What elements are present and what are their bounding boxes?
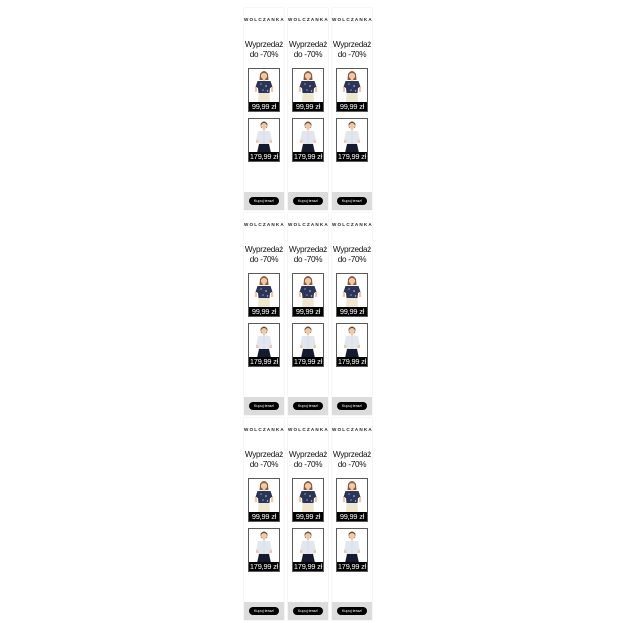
woman-patterned-blouse-icon [337, 479, 367, 513]
woman-white-shirt-icon [337, 324, 367, 358]
banner-footer [332, 397, 372, 415]
product-card-blouse[interactable] [248, 273, 280, 317]
shop-now-button[interactable]: Kupuj teraz! [337, 607, 367, 615]
headline-line2: do -70% [293, 50, 323, 59]
headline-line2: do -70% [293, 460, 323, 469]
price-tag: 99,99 zł [249, 512, 279, 521]
brand-logo: WOLCZANKA [332, 17, 373, 22]
product-card-blouse[interactable] [336, 478, 368, 522]
product-card-blouse[interactable] [292, 68, 324, 112]
headline-line1: Wyprzedaż [288, 245, 328, 254]
product-card-blouse[interactable] [248, 478, 280, 522]
headline-line1: Wyprzedaż [244, 450, 284, 459]
shop-now-button[interactable]: Kupuj teraz! [249, 197, 279, 205]
price-tag: 179,99 zł [249, 152, 279, 161]
woman-patterned-blouse-icon [293, 69, 323, 103]
woman-white-shirt-icon [293, 324, 323, 358]
banner-footer [244, 602, 284, 620]
brand-logo: WOLCZANKA [288, 222, 329, 227]
woman-patterned-blouse-icon [293, 274, 323, 308]
price-tag: 99,99 zł [337, 102, 367, 111]
woman-white-shirt-icon [249, 119, 279, 153]
woman-patterned-blouse-icon [249, 479, 279, 513]
price-tag: 99,99 zł [249, 307, 279, 316]
ad-banner[interactable] [288, 213, 328, 415]
banner-row [244, 213, 376, 415]
headline-line2: do -70% [337, 255, 367, 264]
headline-line2: do -70% [249, 255, 279, 264]
sale-headline [244, 245, 284, 265]
ad-banner[interactable] [244, 418, 284, 620]
product-card-shirt[interactable] [248, 528, 280, 572]
banner-footer [288, 192, 328, 210]
price-tag: 179,99 zł [293, 152, 323, 161]
woman-patterned-blouse-icon [337, 274, 367, 308]
headline-line1: Wyprzedaż [244, 40, 284, 49]
banner-footer [244, 397, 284, 415]
brand-logo: WOLCZANKA [288, 17, 329, 22]
woman-patterned-blouse-icon [249, 274, 279, 308]
headline-line1: Wyprzedaż [288, 450, 328, 459]
price-tag: 179,99 zł [337, 357, 367, 366]
product-card-shirt[interactable] [336, 118, 368, 162]
price-tag: 179,99 zł [337, 562, 367, 571]
banner-footer [332, 602, 372, 620]
brand-logo: WOLCZANKA [288, 427, 329, 432]
sale-headline [244, 450, 284, 470]
headline-line2: do -70% [249, 50, 279, 59]
shop-now-button[interactable]: Kupuj teraz! [337, 402, 367, 410]
woman-white-shirt-icon [337, 119, 367, 153]
banner-footer [288, 602, 328, 620]
headline-line1: Wyprzedaż [244, 245, 284, 254]
price-tag: 99,99 zł [293, 512, 323, 521]
headline-line1: Wyprzedaż [288, 40, 328, 49]
brand-logo: WOLCZANKA [332, 427, 373, 432]
brand-logo: WOLCZANKA [332, 222, 373, 227]
banner-row [244, 8, 376, 210]
ad-banner[interactable] [288, 8, 328, 210]
product-card-shirt[interactable] [292, 118, 324, 162]
woman-patterned-blouse-icon [293, 479, 323, 513]
ad-banner[interactable] [244, 213, 284, 415]
sale-headline [288, 40, 328, 60]
sale-headline [332, 40, 372, 60]
price-tag: 179,99 zł [293, 357, 323, 366]
sale-headline [332, 245, 372, 265]
banner-sheet [244, 8, 376, 623]
headline-line1: Wyprzedaż [332, 245, 372, 254]
product-card-shirt[interactable] [248, 118, 280, 162]
product-card-shirt[interactable] [292, 528, 324, 572]
price-tag: 179,99 zł [249, 357, 279, 366]
product-card-shirt[interactable] [336, 528, 368, 572]
ad-banner[interactable] [332, 418, 372, 620]
price-tag: 99,99 zł [293, 102, 323, 111]
banner-footer [332, 192, 372, 210]
woman-patterned-blouse-icon [337, 69, 367, 103]
sale-headline [244, 40, 284, 60]
product-card-blouse[interactable] [336, 68, 368, 112]
sale-headline [288, 450, 328, 470]
price-tag: 99,99 zł [293, 307, 323, 316]
product-card-shirt[interactable] [248, 323, 280, 367]
woman-white-shirt-icon [337, 529, 367, 563]
headline-line2: do -70% [293, 255, 323, 264]
sale-headline [332, 450, 372, 470]
product-card-shirt[interactable] [292, 323, 324, 367]
shop-now-button[interactable]: Kupuj teraz! [293, 402, 323, 410]
woman-white-shirt-icon [249, 529, 279, 563]
product-card-blouse[interactable] [336, 273, 368, 317]
ad-banner[interactable] [288, 418, 328, 620]
ad-banner[interactable] [332, 213, 372, 415]
headline-line2: do -70% [337, 460, 367, 469]
woman-white-shirt-icon [293, 529, 323, 563]
woman-white-shirt-icon [293, 119, 323, 153]
price-tag: 99,99 zł [337, 307, 367, 316]
price-tag: 99,99 zł [337, 512, 367, 521]
shop-now-button[interactable]: Kupuj teraz! [249, 402, 279, 410]
headline-line1: Wyprzedaż [332, 40, 372, 49]
shop-now-button[interactable]: Kupuj teraz! [249, 607, 279, 615]
shop-now-button[interactable]: Kupuj teraz! [337, 197, 367, 205]
shop-now-button[interactable]: Kupuj teraz! [293, 197, 323, 205]
headline-line2: do -70% [249, 460, 279, 469]
headline-line1: Wyprzedaż [332, 450, 372, 459]
banner-row [244, 418, 376, 620]
woman-patterned-blouse-icon [249, 69, 279, 103]
headline-line2: do -70% [337, 50, 367, 59]
ad-banner[interactable] [244, 8, 284, 210]
brand-logo: WOLCZANKA [244, 17, 285, 22]
shop-now-button[interactable]: Kupuj teraz! [293, 607, 323, 615]
price-tag: 179,99 zł [249, 562, 279, 571]
brand-logo: WOLCZANKA [244, 427, 285, 432]
brand-logo: WOLCZANKA [244, 222, 285, 227]
product-card-shirt[interactable] [336, 323, 368, 367]
product-card-blouse[interactable] [292, 478, 324, 522]
price-tag: 99,99 zł [249, 102, 279, 111]
ad-banner[interactable] [332, 8, 372, 210]
sale-headline [288, 245, 328, 265]
price-tag: 179,99 zł [337, 152, 367, 161]
woman-white-shirt-icon [249, 324, 279, 358]
price-tag: 179,99 zł [293, 562, 323, 571]
banner-footer [244, 192, 284, 210]
product-card-blouse[interactable] [248, 68, 280, 112]
product-card-blouse[interactable] [292, 273, 324, 317]
banner-footer [288, 397, 328, 415]
